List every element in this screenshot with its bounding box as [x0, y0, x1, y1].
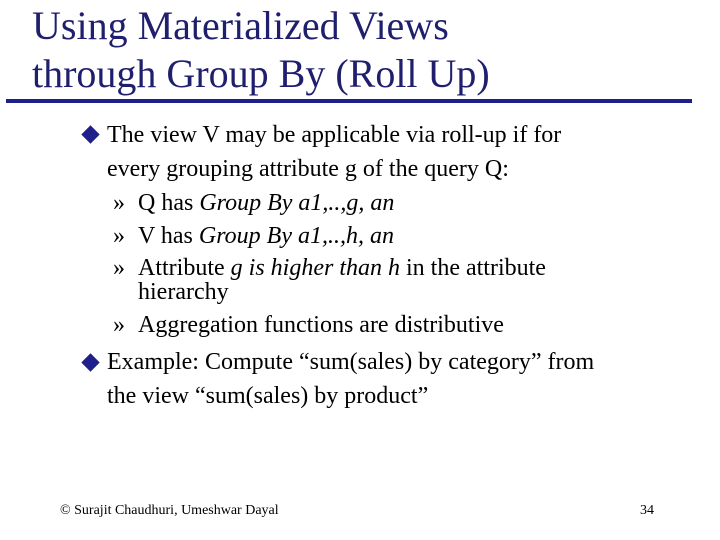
sub-bullet-q-prefix: Q has	[138, 190, 200, 216]
sub-bullet-attr-prefix: Attribute	[138, 255, 231, 281]
sub-bullet-q-italic: Group By a1,..,g, an	[199, 190, 395, 216]
sub-bullet-marker: »	[113, 223, 125, 249]
slide-title	[32, 2, 692, 98]
title-line-2: through Group By (Roll Up)	[32, 51, 490, 96]
sub-bullet-v-group-by	[138, 221, 394, 251]
title-divider	[6, 99, 692, 103]
sub-bullet-v-prefix: V has	[138, 223, 199, 249]
bullet-2-line-2: the view “sum(sales) by product”	[107, 383, 429, 409]
sub-bullet-marker: »	[113, 190, 125, 216]
title-line-1: Using Materialized Views	[32, 3, 449, 48]
footer-credit: © Surajit Chaudhuri, Umeshwar Dayal	[60, 503, 279, 518]
sub-bullet-marker: »	[113, 255, 125, 281]
diamond-bullet-icon	[81, 353, 99, 371]
sub-bullet-attr-continuation: hierarchy	[138, 279, 229, 305]
page-number: 34	[640, 503, 654, 518]
sub-bullet-attr-suffix: in the attribute	[400, 255, 546, 281]
bullet-2-line-1: Example: Compute “sum(sales) by category” from	[107, 349, 595, 375]
sub-bullet-q-group-by	[138, 188, 394, 218]
sub-bullet-v-italic: Group By a1,..,h, an	[198, 223, 394, 249]
diamond-bullet-icon	[81, 125, 99, 143]
sub-bullet-aggregation: Aggregation functions are distributive	[138, 312, 504, 338]
bullet-1-line-1: The view V may be applicable via roll-up if for	[107, 122, 562, 148]
sub-bullet-marker: »	[113, 312, 125, 338]
bullet-1-line-2: every grouping attribute g of the query Q:	[107, 156, 509, 182]
sub-bullet-attr-italic: g is higher than h	[230, 255, 400, 281]
